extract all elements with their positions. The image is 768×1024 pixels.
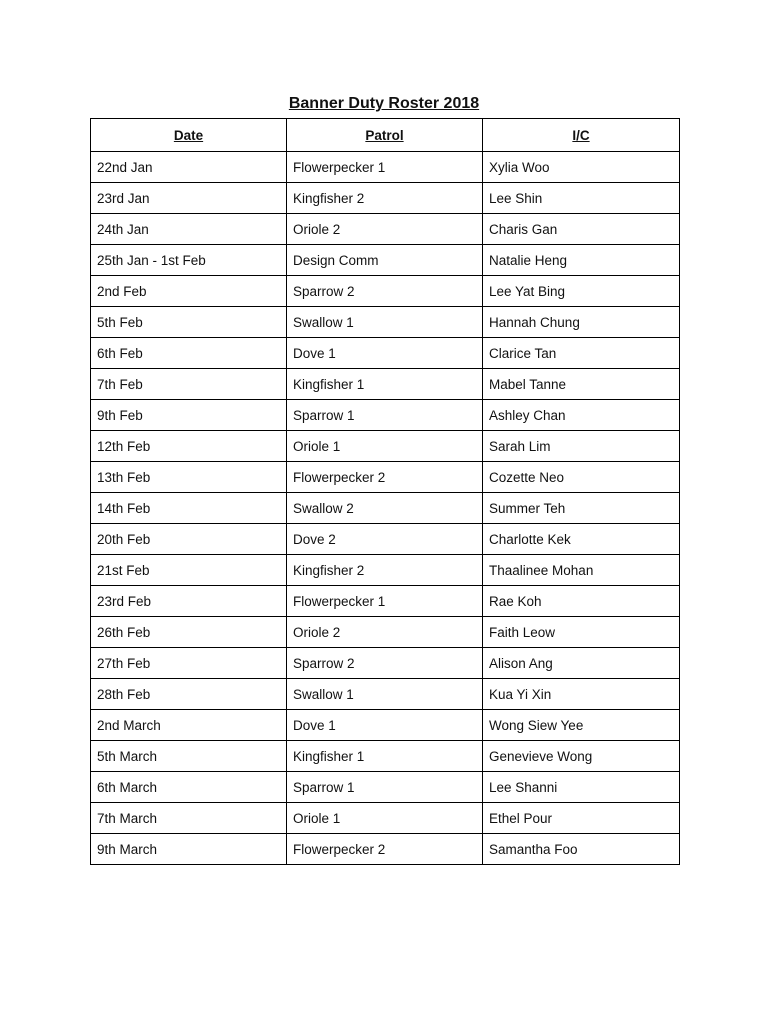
ic-cell: Charlotte Kek bbox=[483, 524, 680, 555]
ic-cell: Samantha Foo bbox=[483, 834, 680, 865]
date-cell: 20th Feb bbox=[91, 524, 287, 555]
date-cell: 24th Jan bbox=[91, 214, 287, 245]
patrol-cell: Dove 1 bbox=[287, 710, 483, 741]
patrol-cell: Oriole 2 bbox=[287, 617, 483, 648]
date-cell: 25th Jan - 1st Feb bbox=[91, 245, 287, 276]
ic-cell: Charis Gan bbox=[483, 214, 680, 245]
patrol-cell: Sparrow 2 bbox=[287, 648, 483, 679]
table-row bbox=[91, 183, 680, 214]
patrol-cell: Swallow 1 bbox=[287, 307, 483, 338]
ic-cell: Ethel Pour bbox=[483, 803, 680, 834]
patrol-cell: Sparrow 2 bbox=[287, 276, 483, 307]
table-row bbox=[91, 648, 680, 679]
table-row bbox=[91, 803, 680, 834]
ic-cell: Lee Shin bbox=[483, 183, 680, 214]
date-cell: 9th March bbox=[91, 834, 287, 865]
ic-cell: Ashley Chan bbox=[483, 400, 680, 431]
table-row bbox=[91, 772, 680, 803]
patrol-cell: Flowerpecker 1 bbox=[287, 152, 483, 183]
patrol-cell: Flowerpecker 2 bbox=[287, 462, 483, 493]
patrol-cell: Dove 2 bbox=[287, 524, 483, 555]
patrol-cell: Kingfisher 2 bbox=[287, 183, 483, 214]
date-cell: 21st Feb bbox=[91, 555, 287, 586]
ic-cell: Lee Shanni bbox=[483, 772, 680, 803]
patrol-cell: Flowerpecker 2 bbox=[287, 834, 483, 865]
table-body bbox=[91, 152, 680, 865]
ic-cell: Natalie Heng bbox=[483, 245, 680, 276]
table-row bbox=[91, 679, 680, 710]
table-row bbox=[91, 617, 680, 648]
patrol-cell: Oriole 2 bbox=[287, 214, 483, 245]
table-row bbox=[91, 338, 680, 369]
table-header-row bbox=[91, 119, 680, 152]
date-cell: 26th Feb bbox=[91, 617, 287, 648]
patrol-cell: Swallow 2 bbox=[287, 493, 483, 524]
patrol-cell: Flowerpecker 1 bbox=[287, 586, 483, 617]
date-cell: 23rd Jan bbox=[91, 183, 287, 214]
table-row bbox=[91, 710, 680, 741]
date-cell: 9th Feb bbox=[91, 400, 287, 431]
ic-cell: Cozette Neo bbox=[483, 462, 680, 493]
table-row bbox=[91, 741, 680, 772]
patrol-cell: Kingfisher 1 bbox=[287, 369, 483, 400]
patrol-cell: Kingfisher 1 bbox=[287, 741, 483, 772]
patrol-cell: Swallow 1 bbox=[287, 679, 483, 710]
roster-table bbox=[90, 118, 680, 865]
date-cell: 12th Feb bbox=[91, 431, 287, 462]
document-title: Banner Duty Roster 2018 bbox=[288, 95, 480, 112]
table-row bbox=[91, 214, 680, 245]
column-header-date: Date bbox=[91, 119, 287, 152]
ic-cell: Genevieve Wong bbox=[483, 741, 680, 772]
ic-cell: Kua Yi Xin bbox=[483, 679, 680, 710]
ic-cell: Xylia Woo bbox=[483, 152, 680, 183]
patrol-cell: Oriole 1 bbox=[287, 431, 483, 462]
date-cell: 5th March bbox=[91, 741, 287, 772]
ic-cell: Lee Yat Bing bbox=[483, 276, 680, 307]
table-row bbox=[91, 586, 680, 617]
patrol-cell: Dove 1 bbox=[287, 338, 483, 369]
table-row bbox=[91, 555, 680, 586]
table-row bbox=[91, 245, 680, 276]
ic-cell: Thaalinee Mohan bbox=[483, 555, 680, 586]
ic-cell: Rae Koh bbox=[483, 586, 680, 617]
date-cell: 6th March bbox=[91, 772, 287, 803]
date-cell: 5th Feb bbox=[91, 307, 287, 338]
ic-cell: Clarice Tan bbox=[483, 338, 680, 369]
date-cell: 2nd Feb bbox=[91, 276, 287, 307]
date-cell: 7th Feb bbox=[91, 369, 287, 400]
table-row bbox=[91, 493, 680, 524]
patrol-cell: Sparrow 1 bbox=[287, 400, 483, 431]
table-row bbox=[91, 462, 680, 493]
ic-cell: Wong Siew Yee bbox=[483, 710, 680, 741]
date-cell: 14th Feb bbox=[91, 493, 287, 524]
ic-cell: Faith Leow bbox=[483, 617, 680, 648]
table-row bbox=[91, 834, 680, 865]
table-row bbox=[91, 431, 680, 462]
table-row bbox=[91, 369, 680, 400]
ic-cell: Summer Teh bbox=[483, 493, 680, 524]
table-row bbox=[91, 307, 680, 338]
patrol-cell: Kingfisher 2 bbox=[287, 555, 483, 586]
table-row bbox=[91, 400, 680, 431]
patrol-cell: Design Comm bbox=[287, 245, 483, 276]
date-cell: 2nd March bbox=[91, 710, 287, 741]
date-cell: 13th Feb bbox=[91, 462, 287, 493]
date-cell: 22nd Jan bbox=[91, 152, 287, 183]
patrol-cell: Oriole 1 bbox=[287, 803, 483, 834]
date-cell: 27th Feb bbox=[91, 648, 287, 679]
ic-cell: Mabel Tanne bbox=[483, 369, 680, 400]
date-cell: 7th March bbox=[91, 803, 287, 834]
table-row bbox=[91, 524, 680, 555]
table-row bbox=[91, 152, 680, 183]
patrol-cell: Sparrow 1 bbox=[287, 772, 483, 803]
column-header-patrol: Patrol bbox=[287, 119, 483, 152]
ic-cell: Alison Ang bbox=[483, 648, 680, 679]
date-cell: 23rd Feb bbox=[91, 586, 287, 617]
column-header-ic: I/C bbox=[483, 119, 680, 152]
ic-cell: Hannah Chung bbox=[483, 307, 680, 338]
ic-cell: Sarah Lim bbox=[483, 431, 680, 462]
table-row bbox=[91, 276, 680, 307]
date-cell: 28th Feb bbox=[91, 679, 287, 710]
date-cell: 6th Feb bbox=[91, 338, 287, 369]
